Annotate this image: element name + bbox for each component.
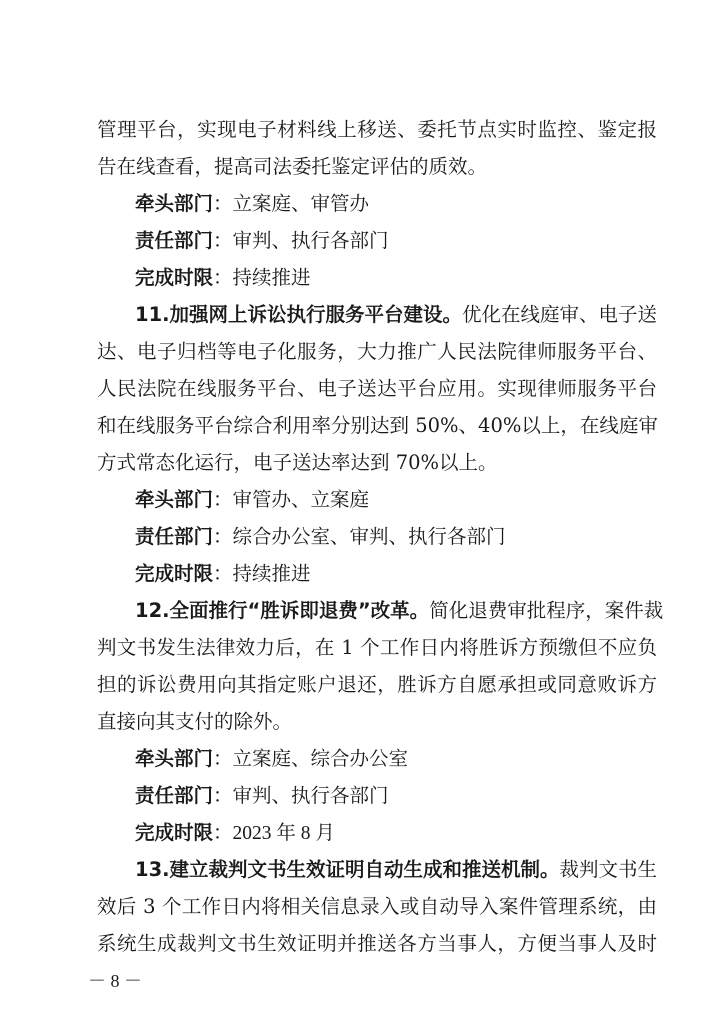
lead-value: ：审管办、立案庭: [213, 488, 370, 511]
time-value: ：持续推进: [213, 266, 311, 289]
lead-department: [135, 192, 369, 216]
page-number: － 8 －: [88, 971, 142, 991]
body-text: 裁判文书生: [559, 858, 658, 881]
resp-value: ：审判、执行各部门: [213, 784, 389, 807]
resp-label: 责任部门: [135, 784, 214, 807]
deadline: [135, 562, 311, 586]
body-text-line: 方式常态化运行，电子送达率达到 70%以上。: [97, 451, 498, 474]
time-label: 完成时限: [135, 821, 214, 844]
body-text-line: 告在线查看，提高司法委托鉴定评估的质效。: [97, 155, 488, 178]
body-text-line: 管理平台，实现电子材料线上移送、委托节点实时监控、鉴定报: [97, 118, 657, 141]
deadline: [135, 266, 311, 290]
item-title: 11.加强网上诉讼执行服务平台建设。: [135, 303, 463, 326]
body-text-line: 判文书发生法律效力后，在 1 个工作日内将胜诉方预缴但不应负: [97, 636, 657, 659]
time-label: 完成时限: [135, 266, 214, 289]
body-text-line: 直接向其支付的除外。: [97, 710, 293, 733]
lead-department: [135, 747, 408, 771]
lead-label: 牵头部门: [135, 747, 214, 770]
resp-value: ：综合办公室、审判、执行各部门: [213, 525, 506, 548]
item-13-heading: [135, 858, 657, 882]
lead-value: ：立案庭、审管办: [213, 192, 370, 215]
deadline: [135, 821, 335, 846]
resp-label: 责任部门: [135, 229, 214, 252]
time-label: 完成时限: [135, 562, 214, 585]
item-title: 12.全面推行“胜诉即退费”改革。: [135, 599, 430, 622]
lead-value: ：立案庭、综合办公室: [213, 747, 409, 770]
lead-label: 牵头部门: [135, 192, 214, 215]
item-11-heading: [135, 303, 657, 327]
lead-label: 牵头部门: [135, 488, 214, 511]
body-text: 优化在线庭审、电子送: [462, 303, 658, 326]
responsible-department: [135, 229, 389, 253]
item-12-heading: [135, 599, 664, 623]
lead-department: [135, 488, 369, 512]
body-text-line: 系统生成裁判文书生效证明并推送各方当事人，方便当事人及时: [97, 932, 657, 955]
time-value: ：2023 年 8 月: [213, 823, 335, 844]
responsible-department: [135, 784, 389, 808]
time-value: ：持续推进: [213, 562, 311, 585]
body-text-line: 和在线服务平台综合利用率分别达到 50%、40%以上，在线庭审: [97, 414, 658, 437]
body-text-line: 人民法院在线服务平台、电子送达平台应用。实现律师服务平台: [97, 377, 657, 400]
responsible-department: [135, 525, 506, 549]
item-title: 13.建立裁判文书生效证明自动生成和推送机制。: [135, 858, 560, 881]
body-text-line: 达、电子归档等电子化服务，大力推广人民法院律师服务平台、: [97, 340, 657, 363]
resp-value: ：审判、执行各部门: [213, 229, 389, 252]
body-text: 简化退费审批程序，案件裁: [429, 599, 664, 622]
body-text-line: 效后 3 个工作日内将相关信息录入或自动导入案件管理系统，由: [97, 895, 657, 918]
resp-label: 责任部门: [135, 525, 214, 548]
body-text-line: 担的诉讼费用向其指定账户退还，胜诉方自愿承担或同意败诉方: [97, 673, 657, 696]
